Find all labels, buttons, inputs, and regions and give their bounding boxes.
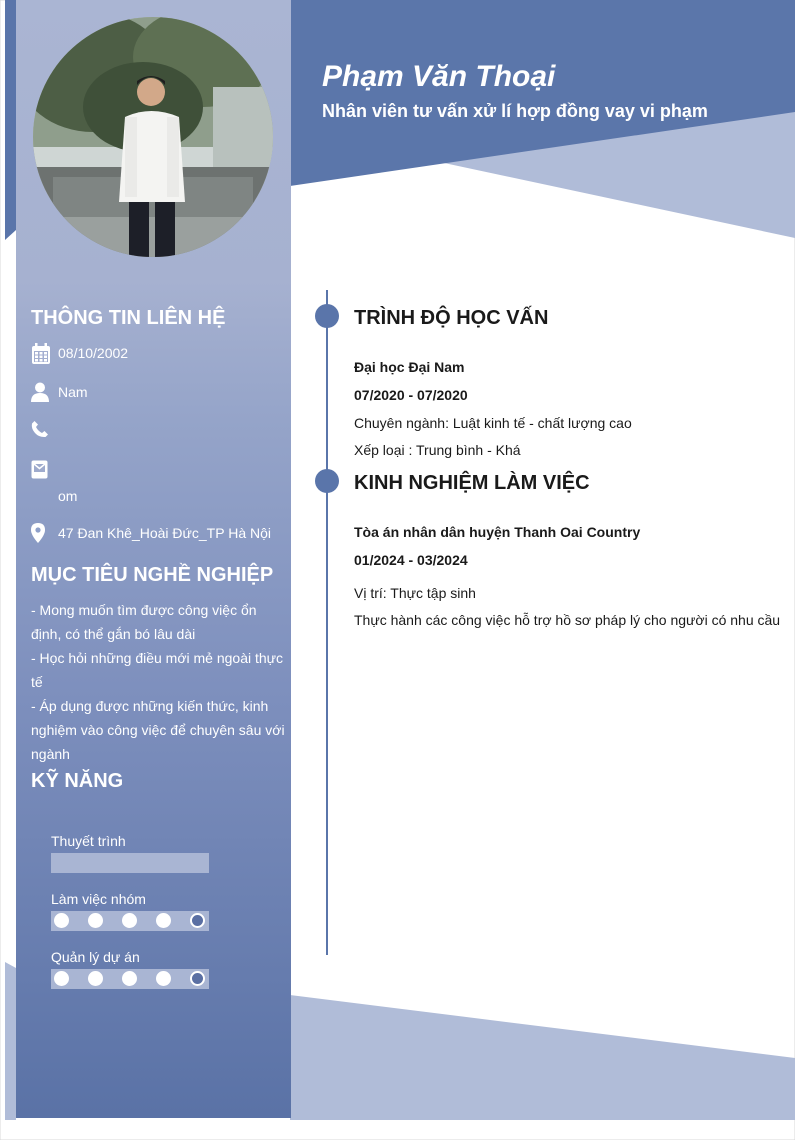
birthday-text: 08/10/2002	[58, 345, 129, 361]
contact-birthday	[31, 343, 281, 365]
phone-icon	[31, 420, 49, 438]
job-title: Nhân viên tư vấn xử lí hợp đồng vay vi phạm	[322, 101, 708, 121]
skill-label-presentation: Thuyết trình	[51, 833, 126, 849]
education-major: Chuyên ngành: Luật kinh tế - chất lượng cao	[354, 415, 632, 431]
contact-phone	[31, 420, 281, 442]
objective-item-1: - Mong muốn tìm được công việc ổn định, có thể gắn bó lâu dài	[31, 602, 257, 642]
contact-gender	[31, 382, 281, 404]
objective-heading: MỤC TIÊU NGHỀ NGHIỆP	[31, 564, 274, 586]
skill-dot-empty	[190, 913, 205, 928]
location-icon	[31, 523, 45, 543]
timeline-line	[326, 290, 328, 955]
skill-bar-presentation	[51, 853, 209, 873]
skill-dot-filled	[122, 913, 137, 928]
skill-dot-filled	[88, 913, 103, 928]
profile-name: Phạm Văn Thoại	[322, 60, 556, 93]
skill-dot-filled	[54, 913, 69, 928]
user-icon	[31, 382, 49, 402]
skill-bar-teamwork	[51, 911, 209, 931]
skill-dot-filled	[156, 913, 171, 928]
skill-dot-filled	[156, 971, 171, 986]
experience-heading: KINH NGHIỆM LÀM VIỆC	[354, 472, 590, 494]
skill-label-teamwork: Làm việc nhóm	[51, 891, 146, 907]
skills-heading: KỸ NĂNG	[31, 770, 124, 792]
email-icon	[31, 460, 48, 479]
avatar-photo	[33, 17, 273, 257]
experience-position: Vị trí: Thực tập sinh	[354, 585, 476, 601]
experience-description: Thực hành các công việc hỗ trợ hồ sơ pháp lý cho người có nhu cầu	[354, 612, 781, 628]
objective-item-2: - Học hỏi những điều mới mẻ ngoài thực tế	[31, 650, 284, 690]
address-text: 47 Đan Khê_Hoài Đức_TP Hà Nội	[58, 525, 272, 541]
experience-company: Tòa án nhân dân huyện Thanh Oai Country	[354, 524, 641, 540]
contact-email	[31, 460, 281, 508]
education-school: Đại học Đại Nam	[354, 359, 465, 375]
timeline-dot-experience	[315, 469, 339, 493]
skill-label-project-management: Quản lý dự án	[51, 949, 140, 965]
education-heading: TRÌNH ĐỘ HỌC VẤN	[354, 307, 549, 329]
skill-dot-filled	[122, 971, 137, 986]
education-period: 07/2020 - 07/2020	[354, 387, 468, 403]
email-text-line2[interactable]: om	[58, 488, 78, 504]
skill-bar-project-management	[51, 969, 209, 989]
objective-item-3: - Áp dụng được những kiến thức, kinh nghiệm vào công việc để chuyên sâu với ngành	[31, 698, 285, 762]
timeline-dot-education	[315, 304, 339, 328]
calendar-icon	[31, 343, 51, 365]
contact-address	[31, 523, 281, 545]
contact-heading: THÔNG TIN LIÊN HỆ	[31, 307, 226, 329]
experience-period: 01/2024 - 03/2024	[354, 552, 468, 568]
skill-dot-filled	[88, 971, 103, 986]
skill-dot-filled	[54, 971, 69, 986]
education-grade: Xếp loại : Trung bình - Khá	[354, 442, 521, 458]
skill-dot-empty	[190, 971, 205, 986]
gender-text: Nam	[58, 384, 88, 400]
